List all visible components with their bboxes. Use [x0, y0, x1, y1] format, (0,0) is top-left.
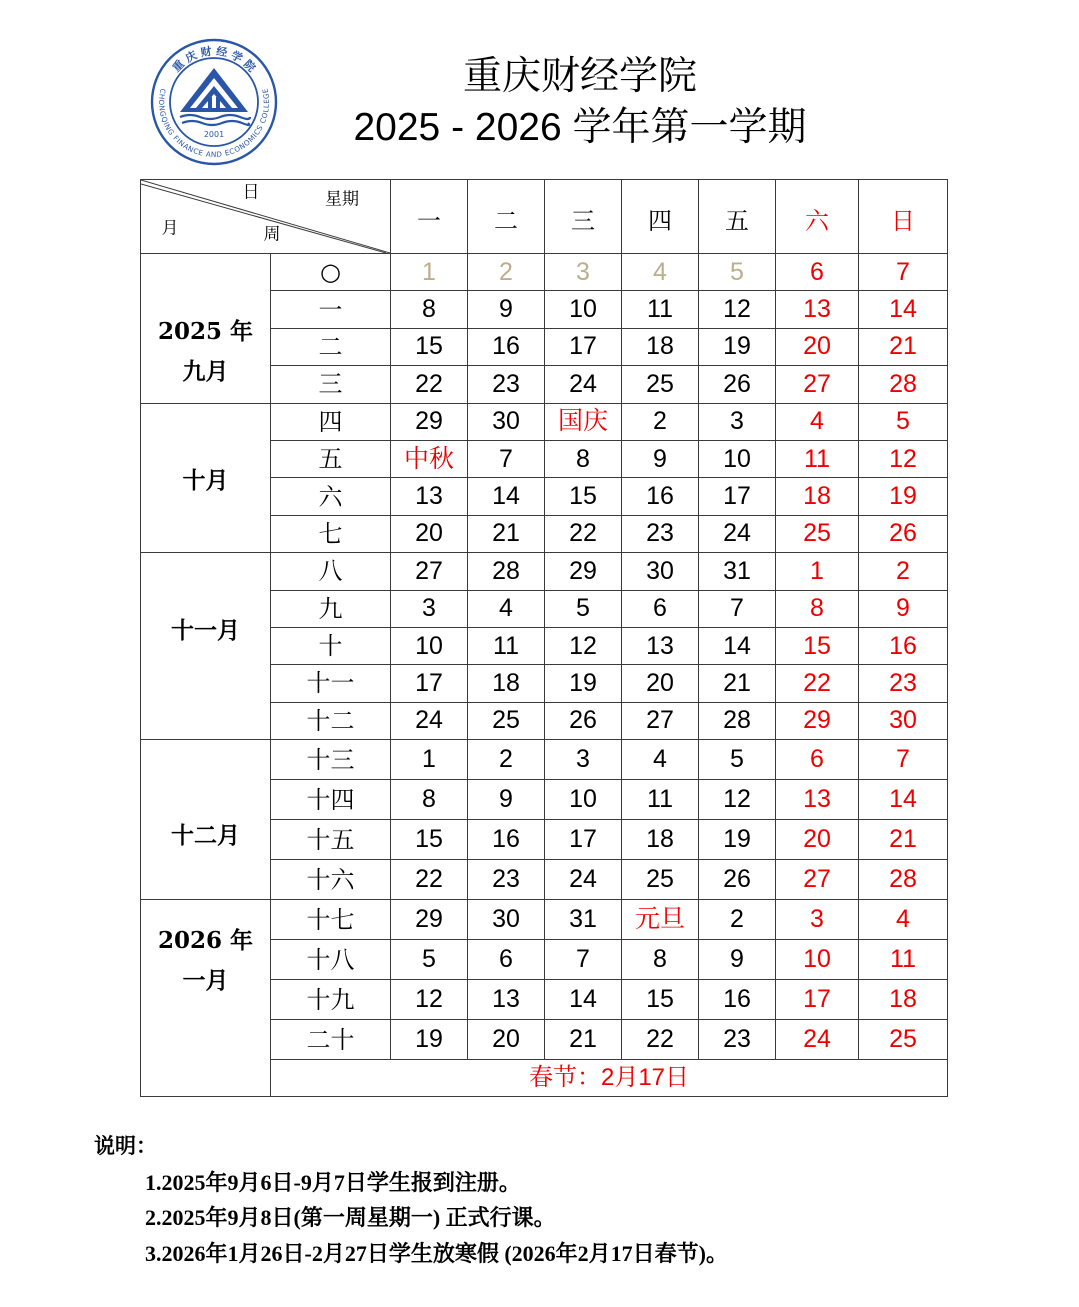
week-number-cell: 六: [271, 478, 391, 515]
month-cell: [141, 254, 271, 404]
day-cell: 14: [468, 478, 545, 515]
day-cell: 1: [776, 553, 859, 590]
day-cell: 8: [391, 291, 468, 328]
day-cell: 4: [859, 900, 948, 940]
day-cell: 2: [622, 404, 699, 441]
day-cell: 29: [545, 553, 622, 590]
day-cell: 10: [776, 940, 859, 980]
week-number-cell: 十三: [271, 740, 391, 780]
day-cell: 30: [468, 900, 545, 940]
day-cell: 8: [391, 780, 468, 820]
day-cell: 15: [545, 478, 622, 515]
day-cell: 12: [391, 980, 468, 1020]
corner-label-weekday: 星期: [325, 189, 359, 210]
day-cell: 12: [859, 441, 948, 478]
day-cell: 20: [776, 329, 859, 366]
day-cell: 30: [859, 703, 948, 740]
day-cell: 28: [468, 553, 545, 590]
day-cell: 31: [699, 553, 776, 590]
day-cell: 8: [776, 591, 859, 628]
day-cell: 29: [391, 900, 468, 940]
day-cell: 17: [391, 665, 468, 702]
day-cell: 11: [859, 940, 948, 980]
day-cell: 16: [468, 329, 545, 366]
day-cell: 30: [468, 404, 545, 441]
day-cell: 16: [699, 980, 776, 1020]
weekday-header: 六: [776, 180, 859, 254]
logo-year: 2001: [203, 130, 225, 139]
day-cell: 4: [468, 591, 545, 628]
day-cell: 19: [699, 329, 776, 366]
day-cell: 30: [622, 553, 699, 590]
term-title: 2025 - 2026 学年第一学期: [353, 106, 807, 149]
day-cell: 9: [622, 441, 699, 478]
day-cell: 2: [468, 254, 545, 291]
day-cell: 28: [859, 860, 948, 900]
day-cell: 9: [468, 780, 545, 820]
day-cell: 23: [859, 665, 948, 702]
day-cell: 11: [622, 291, 699, 328]
day-cell: 20: [468, 1020, 545, 1060]
day-cell: 7: [699, 591, 776, 628]
day-cell: 23: [622, 516, 699, 553]
day-cell: 26: [545, 703, 622, 740]
day-cell: 9: [859, 591, 948, 628]
day-cell: 4: [622, 740, 699, 780]
week-number-cell: 三: [271, 366, 391, 403]
logo-chinese-name: 重庆财经学院: [170, 44, 258, 75]
day-cell: 16: [622, 478, 699, 515]
day-cell: 21: [859, 820, 948, 860]
day-cell: 14: [699, 628, 776, 665]
day-cell: 6: [622, 591, 699, 628]
day-cell: 2: [859, 553, 948, 590]
day-cell: 3: [699, 404, 776, 441]
corner-label-month: 月: [161, 218, 179, 239]
day-cell: 14: [545, 980, 622, 1020]
month-label: 九月: [182, 358, 229, 386]
day-cell: 17: [545, 329, 622, 366]
week-number-cell: 十八: [271, 940, 391, 980]
day-cell: 12: [699, 780, 776, 820]
day-cell: 28: [699, 703, 776, 740]
day-cell: 24: [391, 703, 468, 740]
logo-emblem: [180, 68, 250, 125]
day-cell: 4: [622, 254, 699, 291]
month-cell: [141, 740, 271, 900]
day-cell: 31: [545, 900, 622, 940]
day-cell: 25: [468, 703, 545, 740]
day-cell: 15: [391, 820, 468, 860]
day-cell: 10: [391, 628, 468, 665]
week-number-cell: 九: [271, 591, 391, 628]
week-number-cell: 二十: [271, 1020, 391, 1060]
weekday-header: 日: [859, 180, 948, 254]
day-cell: 24: [776, 1020, 859, 1060]
day-cell: 14: [859, 780, 948, 820]
day-cell: 7: [859, 254, 948, 291]
day-cell: 25: [776, 516, 859, 553]
day-cell: 13: [776, 291, 859, 328]
day-cell: 13: [391, 478, 468, 515]
week-number-cell: 十四: [271, 780, 391, 820]
day-cell: 28: [859, 366, 948, 403]
holiday-cell: 中秋: [391, 441, 468, 478]
weekday-header: 二: [468, 180, 545, 254]
week-number-cell: 五: [271, 441, 391, 478]
college-logo: [150, 38, 278, 166]
week-number-cell: 二: [271, 329, 391, 366]
day-cell: 13: [776, 780, 859, 820]
month-cell: [141, 900, 271, 1097]
day-cell: 6: [776, 254, 859, 291]
day-cell: 3: [545, 740, 622, 780]
day-cell: 27: [776, 366, 859, 403]
weekday-header: 四: [622, 180, 699, 254]
day-cell: 22: [622, 1020, 699, 1060]
day-cell: 15: [776, 628, 859, 665]
day-cell: 26: [699, 860, 776, 900]
day-cell: 8: [622, 940, 699, 980]
college-title: 重庆财经学院: [462, 55, 697, 98]
day-cell: 3: [391, 591, 468, 628]
weekday-header: 五: [699, 180, 776, 254]
day-cell: 24: [699, 516, 776, 553]
month-label: 2026 年: [157, 927, 254, 955]
day-cell: 17: [699, 478, 776, 515]
day-cell: 18: [776, 478, 859, 515]
day-cell: 16: [859, 628, 948, 665]
week-number-cell: 十: [271, 628, 391, 665]
week-number-cell: 十七: [271, 900, 391, 940]
day-cell: 25: [859, 1020, 948, 1060]
spring-festival-note: 春节：2月17日: [271, 1060, 948, 1097]
logo-english-name: CHONGQING FINANCE AND ECONOMICS COLLEGE: [156, 87, 272, 159]
day-cell: 27: [776, 860, 859, 900]
day-cell: 25: [622, 860, 699, 900]
day-cell: 1: [391, 254, 468, 291]
day-cell: 21: [699, 665, 776, 702]
day-cell: 5: [699, 254, 776, 291]
day-cell: 10: [545, 291, 622, 328]
day-cell: 15: [391, 329, 468, 366]
month-label: 十一月: [171, 617, 240, 645]
week-number-cell: 十五: [271, 820, 391, 860]
day-cell: 15: [622, 980, 699, 1020]
day-cell: 21: [545, 1020, 622, 1060]
week-number-cell: 十九: [271, 980, 391, 1020]
week-number-cell: 十六: [271, 860, 391, 900]
day-cell: 23: [468, 860, 545, 900]
week-number-cell: 八: [271, 553, 391, 590]
day-cell: 16: [468, 820, 545, 860]
day-cell: 7: [545, 940, 622, 980]
day-cell: 18: [468, 665, 545, 702]
day-cell: 11: [776, 441, 859, 478]
day-cell: 26: [859, 516, 948, 553]
day-cell: 20: [622, 665, 699, 702]
week-number-cell: 一: [271, 291, 391, 328]
month-cell: [141, 553, 271, 740]
day-cell: 10: [545, 780, 622, 820]
day-cell: 5: [859, 404, 948, 441]
notes-heading: 说明：: [94, 1134, 157, 1158]
weekday-header: 三: [545, 180, 622, 254]
day-cell: 17: [545, 820, 622, 860]
day-cell: 12: [545, 628, 622, 665]
month-label: 十月: [182, 466, 229, 494]
day-cell: 22: [391, 860, 468, 900]
day-cell: 13: [468, 980, 545, 1020]
day-cell: 29: [391, 404, 468, 441]
holiday-cell: 国庆: [545, 404, 622, 441]
day-cell: 13: [622, 628, 699, 665]
month-cell: [141, 404, 271, 554]
day-cell: 11: [468, 628, 545, 665]
day-cell: 23: [699, 1020, 776, 1060]
day-cell: 24: [545, 860, 622, 900]
day-cell: 22: [776, 665, 859, 702]
day-cell: 26: [699, 366, 776, 403]
day-cell: 25: [622, 366, 699, 403]
day-cell: 19: [699, 820, 776, 860]
day-cell: 12: [699, 291, 776, 328]
day-cell: 21: [859, 329, 948, 366]
day-cell: 19: [859, 478, 948, 515]
month-label: 2025 年: [157, 318, 254, 346]
month-label: 十二月: [171, 821, 240, 849]
day-cell: 1: [391, 740, 468, 780]
day-cell: 2: [699, 900, 776, 940]
day-cell: 8: [545, 441, 622, 478]
holiday-cell: 元旦: [622, 900, 699, 940]
day-cell: 5: [699, 740, 776, 780]
day-cell: 6: [468, 940, 545, 980]
day-cell: 20: [391, 516, 468, 553]
note-item: 2.2025年9月8日(第一周星期一) 正式行课。: [145, 1205, 556, 1230]
day-cell: 5: [391, 940, 468, 980]
day-cell: 20: [776, 820, 859, 860]
weekday-header: 一: [391, 180, 468, 254]
day-cell: 9: [699, 940, 776, 980]
note-item: 1.2025年9月6日-9月7日学生报到注册。: [145, 1170, 521, 1195]
day-cell: 3: [776, 900, 859, 940]
day-cell: 22: [391, 366, 468, 403]
day-cell: 7: [859, 740, 948, 780]
day-cell: 24: [545, 366, 622, 403]
day-cell: 27: [622, 703, 699, 740]
day-cell: 6: [776, 740, 859, 780]
day-cell: 10: [699, 441, 776, 478]
week-number-cell: 十一: [271, 665, 391, 702]
week-number-cell: 十二: [271, 703, 391, 740]
day-cell: 11: [622, 780, 699, 820]
day-cell: 23: [468, 366, 545, 403]
day-cell: 17: [776, 980, 859, 1020]
week-number-cell: ○: [271, 254, 391, 291]
day-cell: 19: [545, 665, 622, 702]
day-cell: 22: [545, 516, 622, 553]
day-cell: 21: [468, 516, 545, 553]
day-cell: 4: [776, 404, 859, 441]
week-number-cell: 四: [271, 404, 391, 441]
calendar-grid: [140, 179, 948, 1097]
note-item: 3.2026年1月26日-2月27日学生放寒假 (2026年2月17日春节)。: [145, 1241, 728, 1266]
day-cell: 9: [468, 291, 545, 328]
month-label: 一月: [182, 967, 229, 995]
day-cell: 18: [859, 980, 948, 1020]
day-cell: 3: [545, 254, 622, 291]
week-number-cell: 七: [271, 516, 391, 553]
day-cell: 5: [545, 591, 622, 628]
day-cell: 29: [776, 703, 859, 740]
day-cell: 14: [859, 291, 948, 328]
day-cell: 2: [468, 740, 545, 780]
day-cell: 7: [468, 441, 545, 478]
corner-header: [141, 180, 391, 254]
day-cell: 27: [391, 553, 468, 590]
day-cell: 18: [622, 820, 699, 860]
corner-label-week: 周: [263, 224, 281, 245]
day-cell: 18: [622, 329, 699, 366]
day-cell: 19: [391, 1020, 468, 1060]
corner-label-day: 日: [242, 182, 260, 203]
